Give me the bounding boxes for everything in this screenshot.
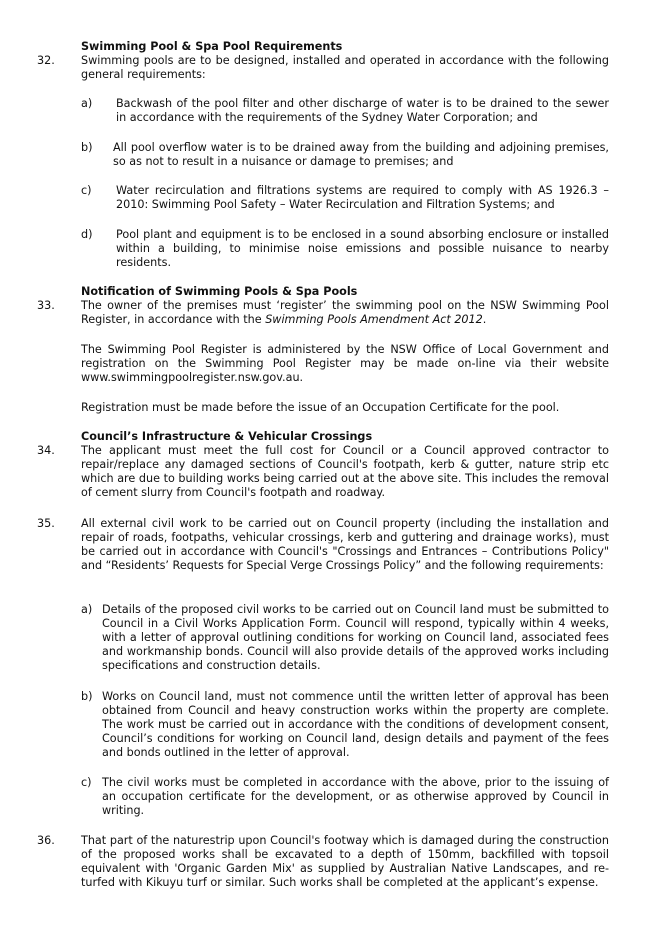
condition-text: The owner of the premises must ‘register’ the swimming pool on the NSW Swimming Pool Register, in accordance with the Swimming Pools Amendment Act 2012. xyxy=(81,299,609,326)
paragraph: Registration must be made before the issue of an Occupation Certificate for the pool. xyxy=(81,401,560,414)
condition-text: The applicant must meet the full cost for Council or a Council approved contractor to repair/replace any damaged sections of Council's footpath, kerb & gutter, nature strip etc which are due to building works being carried out at the above site. This includes the removal of cement slurry from Council's footpath and roadway. xyxy=(81,444,609,499)
condition-number: 33. xyxy=(37,299,55,312)
item-text: All pool overflow water is to be drained away from the building and adjoining premises, so as not to result in a nuisance or damage to premises; and xyxy=(113,141,609,168)
section-heading: Notification of Swimming Pools & Spa Pools xyxy=(81,285,358,298)
item-label: a) xyxy=(81,603,93,616)
item-label: d) xyxy=(81,228,93,241)
condition-number: 32. xyxy=(37,54,55,67)
section-heading: Council’s Infrastructure & Vehicular Crossings xyxy=(81,430,373,443)
item-label: b) xyxy=(81,690,93,703)
item-text: Backwash of the pool filter and other discharge of water is to be drained to the sewer in accordance with the requirements of the Sydney Water Corporation; and xyxy=(116,97,609,124)
item-text: Details of the proposed civil works to be carried out on Council land must be submitted to Council in a Civil Works Application Form. Council will respond, typically within 4 weeks, with a letter of approval outlining conditions for working on Council land, associated fees and workmanship bonds. Council will also provide details of the approved works including specifications and construction details. xyxy=(102,603,609,672)
condition-number: 34. xyxy=(37,444,55,457)
condition-text: That part of the naturestrip upon Council's footway which is damaged during the construction of the proposed works shall be excavated to a depth of 150mm, backfilled with topsoil equivalent with 'Organic Garden Mix' as supplied by Australian Native Landscapes, and re-turfed with Kikuyu turf or similar. Such works shall be completed at the applicant’s expense. xyxy=(81,834,609,889)
condition-number: 35. xyxy=(37,517,55,530)
item-label: b) xyxy=(81,141,93,154)
condition-text: All external civil work to be carried out on Council property (including the installation and repair of roads, footpaths, vehicular crossings, kerb and guttering and drainage works), must be carried out in accordance with Council's "Crossings and Entrances – Contributions Policy" and “Residents’ Requests for Special Verge Crossings Policy” and the following requirements: xyxy=(81,517,609,572)
item-text: Pool plant and equipment is to be enclosed in a sound absorbing enclosure or installed within a building, to minimise noise emissions and possible nuisance to nearby residents. xyxy=(116,228,609,269)
section-heading: Swimming Pool & Spa Pool Requirements xyxy=(81,40,343,53)
act-title: Swimming Pools Amendment Act 2012 xyxy=(265,312,483,326)
item-label: c) xyxy=(81,776,92,789)
condition-text: Swimming pools are to be designed, installed and operated in accordance with the following general requirements: xyxy=(81,54,609,81)
item-text: The civil works must be completed in accordance with the above, prior to the issuing of an occupation certificate for the development, or as otherwise approved by Council in writing. xyxy=(102,776,609,817)
paragraph: The Swimming Pool Register is administered by the NSW Office of Local Government and registration on the Swimming Pool Register may be made on-line via their website www.swimmingpoolregister.nsw.gov.au. xyxy=(81,343,609,384)
condition-number: 36. xyxy=(37,834,55,847)
item-label: c) xyxy=(81,184,92,197)
item-text: Water recirculation and filtrations systems are required to comply with AS 1926.3 – 2010: Swimming Pool Safety – Water Recirculation and Filtration Systems; and xyxy=(116,184,609,211)
item-label: a) xyxy=(81,97,93,110)
item-text: Works on Council land, must not commence until the written letter of approval has been obtained from Council and heavy construction works within the property are complete. The work must be carried out in accordance with the conditions of development consent, Council’s conditions for working on Council land, design details and payment of the fees and bonds outlined in the letter of approval. xyxy=(102,690,609,759)
